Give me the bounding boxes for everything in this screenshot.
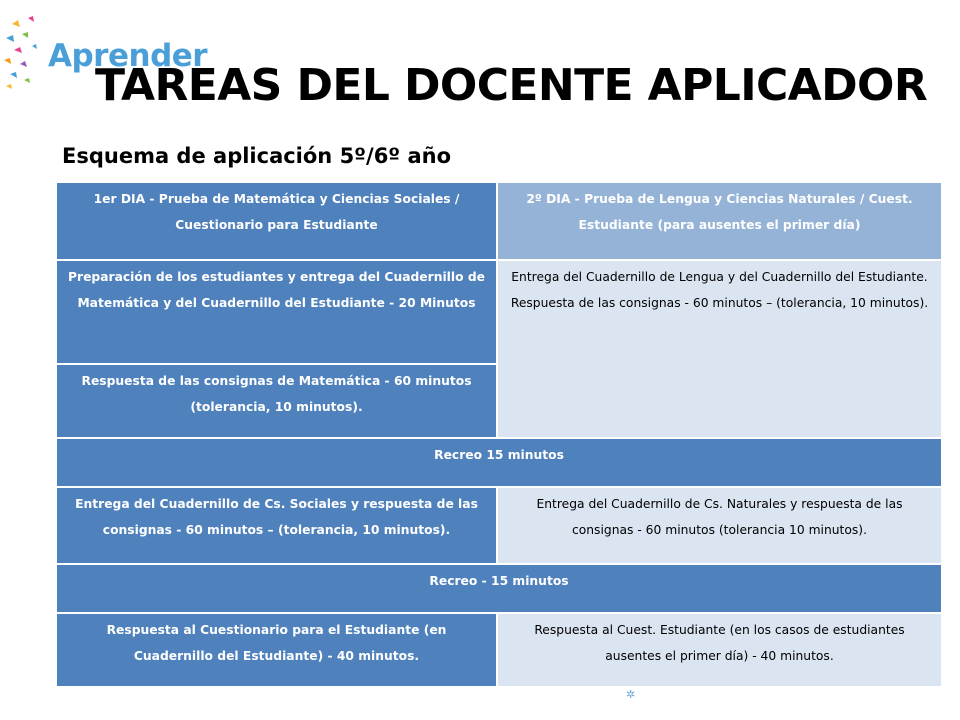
table-row: [57, 487, 942, 564]
page-title: TAREAS DEL DOCENTE APLICADOR: [95, 60, 928, 111]
recess-row-1: Recreo 15 minutos: [57, 438, 942, 487]
day2-naturales-cell: Entrega del Cuadernillo de Cs. Naturales y respuesta de las consignas - 60 minutos (tolerancia 10 minutos).: [497, 487, 942, 564]
table-row: [57, 260, 942, 364]
logo-text: Aprender: [48, 38, 208, 74]
table-header-row: [57, 183, 942, 260]
table-row: [57, 438, 942, 487]
day2-lengua-cell: Entrega del Cuadernillo de Lengua y del Cuadernillo del Estudiante. Respuesta de las consignas - 60 minutos – (tolerancia, 10 minutos).: [497, 260, 942, 438]
page-subtitle: Esquema de aplicación 5º/6º año: [62, 144, 452, 168]
butterfly-deco-icon: ✲: [626, 688, 636, 701]
day2-cuestionario-cell: Respuesta al Cuest. Estudiante (en los casos de estudiantes ausentes el primer día) - 40 minutos.: [497, 613, 942, 687]
day1-preparation-cell: Preparación de los estudiantes y entrega del Cuadernillo de Matemática y del Cuadernillo del Estudiante - 20 Minutos: [57, 260, 497, 364]
day1-sociales-cell: Entrega del Cuadernillo de Cs. Sociales y respuesta de las consignas - 60 minutos – (tolerancia, 10 minutos).: [57, 487, 497, 564]
table-row: [57, 564, 942, 613]
header-day2: 2º DIA - Prueba de Lengua y Ciencias Naturales / Cuest. Estudiante (para ausentes el primer día): [497, 183, 942, 260]
day1-matematica-cell: Respuesta de las consignas de Matemática - 60 minutos (tolerancia, 10 minutos).: [57, 364, 497, 438]
schedule-table: [57, 183, 943, 688]
recess-row-2: Recreo - 15 minutos: [57, 564, 942, 613]
header-day1: 1er DIA - Prueba de Matemática y Ciencias Sociales / Cuestionario para Estudiante: [57, 183, 497, 260]
table-row: [57, 613, 942, 687]
day1-cuestionario-cell: Respuesta al Cuestionario para el Estudiante (en Cuadernillo del Estudiante) - 40 minutos.: [57, 613, 497, 687]
butterflies-icon: [2, 16, 52, 96]
